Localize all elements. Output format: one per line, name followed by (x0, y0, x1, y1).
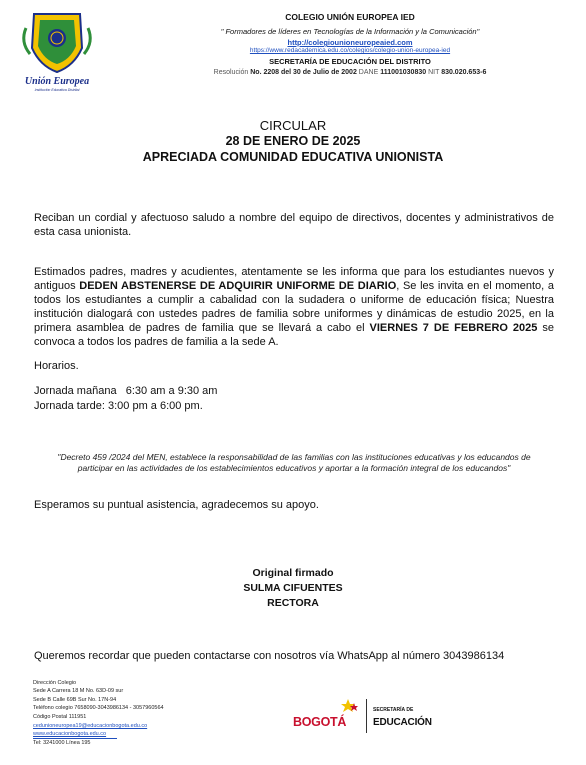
svg-text:Unión Europea: Unión Europea (24, 76, 90, 87)
svg-text:Institución Educativa Distrita: Institución Educativa Distrital (34, 88, 80, 92)
footer-line: Tel: 3241000 Línea 195 (33, 740, 91, 746)
afternoon-schedule: Jornada tarde: 3:00 pm a 6:00 pm. (34, 400, 203, 412)
bogota-logo-text: BOGOTÁ (293, 715, 347, 729)
resolution-info: Resolución No. 2208 del 30 de Julio de 2002 DANE 111001030830 NIT 830.020.653-6 (213, 69, 487, 76)
footer-line: Sede B Calle 69B Sur No. 17N-94 (33, 697, 117, 703)
decree-quote: "Decreto 459 /2024 del MEN, establece la responsabilidad de las familias con las instituciones educativas y los educandos de participar en las actividades de los establecimientos educativos y aportar a la formación integral de los educandos" (57, 452, 531, 473)
signer-title: RECTORA (267, 597, 319, 609)
schedule-heading: Horarios. (34, 360, 79, 372)
department-name: SECRETARÍA DE EDUCACIÓN DEL DISTRITO (269, 57, 431, 66)
closing-paragraph: Esperamos su puntual asistencia, agradecemos su apoyo. (34, 499, 319, 511)
morning-schedule: Jornada mañana 6:30 am a 9:30 am (34, 385, 218, 397)
footer-email-link[interactable]: cedunioneuropea19@educacionbogota.edu.co (33, 723, 148, 729)
secretaria-label: SECRETARÍA DE (373, 707, 414, 713)
school-crest-logo (14, 8, 100, 94)
school-website-link[interactable]: http://colegiounioneuropeaied.com (287, 38, 413, 47)
letterhead (0, 0, 586, 95)
footer-line: Dirección Colegio (33, 680, 77, 686)
doc-type: CIRCULAR (259, 118, 327, 133)
announcement-paragraph: Estimados padres, madres y acudientes, atentamente se les informa que para los estudiantes nuevos y antiguos DEDEN ABSTENERSE DE ADQUIRIR UNIFORME DE DIARIO, Se les invita en el momento, a todos los estudiantes a cumplir a cabalidad con la sudadera o uniforme de educación física; Nuestra institución dialogará con ustedes padres de familia sobre uniformes y dinámicas de estudio 2025, en la primera asamblea de padres de familia que se llevará a cabo el VIERNES 7 DE FEBRERO 2025 se convoca a todos los padres de familia a la sede A. (34, 266, 554, 348)
footer-line: Código Postal 111951 (33, 714, 87, 720)
red-academica-link[interactable]: https://www.redacademica.edu.co/colegios/colegio-union-europea-ied (249, 47, 451, 54)
footer-divider (33, 738, 117, 739)
doc-heading: APRECIADA COMUNIDAD EDUCATIVA UNIONISTA (142, 150, 444, 164)
footer-line: Sede A Carrera 18 M No. 63D-09 sur (33, 688, 124, 694)
school-motto: " Formadores de líderes en Tecnologías de la Información y la Comunicación" (220, 27, 480, 36)
school-name: COLEGIO UNIÓN EUROPEA IED (285, 12, 415, 22)
educacion-label: EDUCACIÓN (373, 717, 432, 728)
footer-line: Teléfono colegio 7658090-3043986134 - 3057960564 (33, 705, 164, 711)
whatsapp-contact: Queremos recordar que pueden contactarse con nosotros vía WhatsApp al número 3043986134 (34, 650, 505, 662)
logo-divider (366, 699, 367, 733)
signature-status: Original firmado (252, 567, 334, 579)
signer-name: SULMA CIFUENTES (243, 582, 343, 594)
footer-website-link[interactable]: www.educacionbogota.edu.co (33, 731, 107, 737)
doc-date: 28 DE ENERO DE 2025 (225, 134, 361, 148)
greeting-paragraph: Reciban un cordial y afectuoso saludo a nombre del equipo de directivos, docentes y administrativos de esta casa unionista. (34, 212, 554, 238)
